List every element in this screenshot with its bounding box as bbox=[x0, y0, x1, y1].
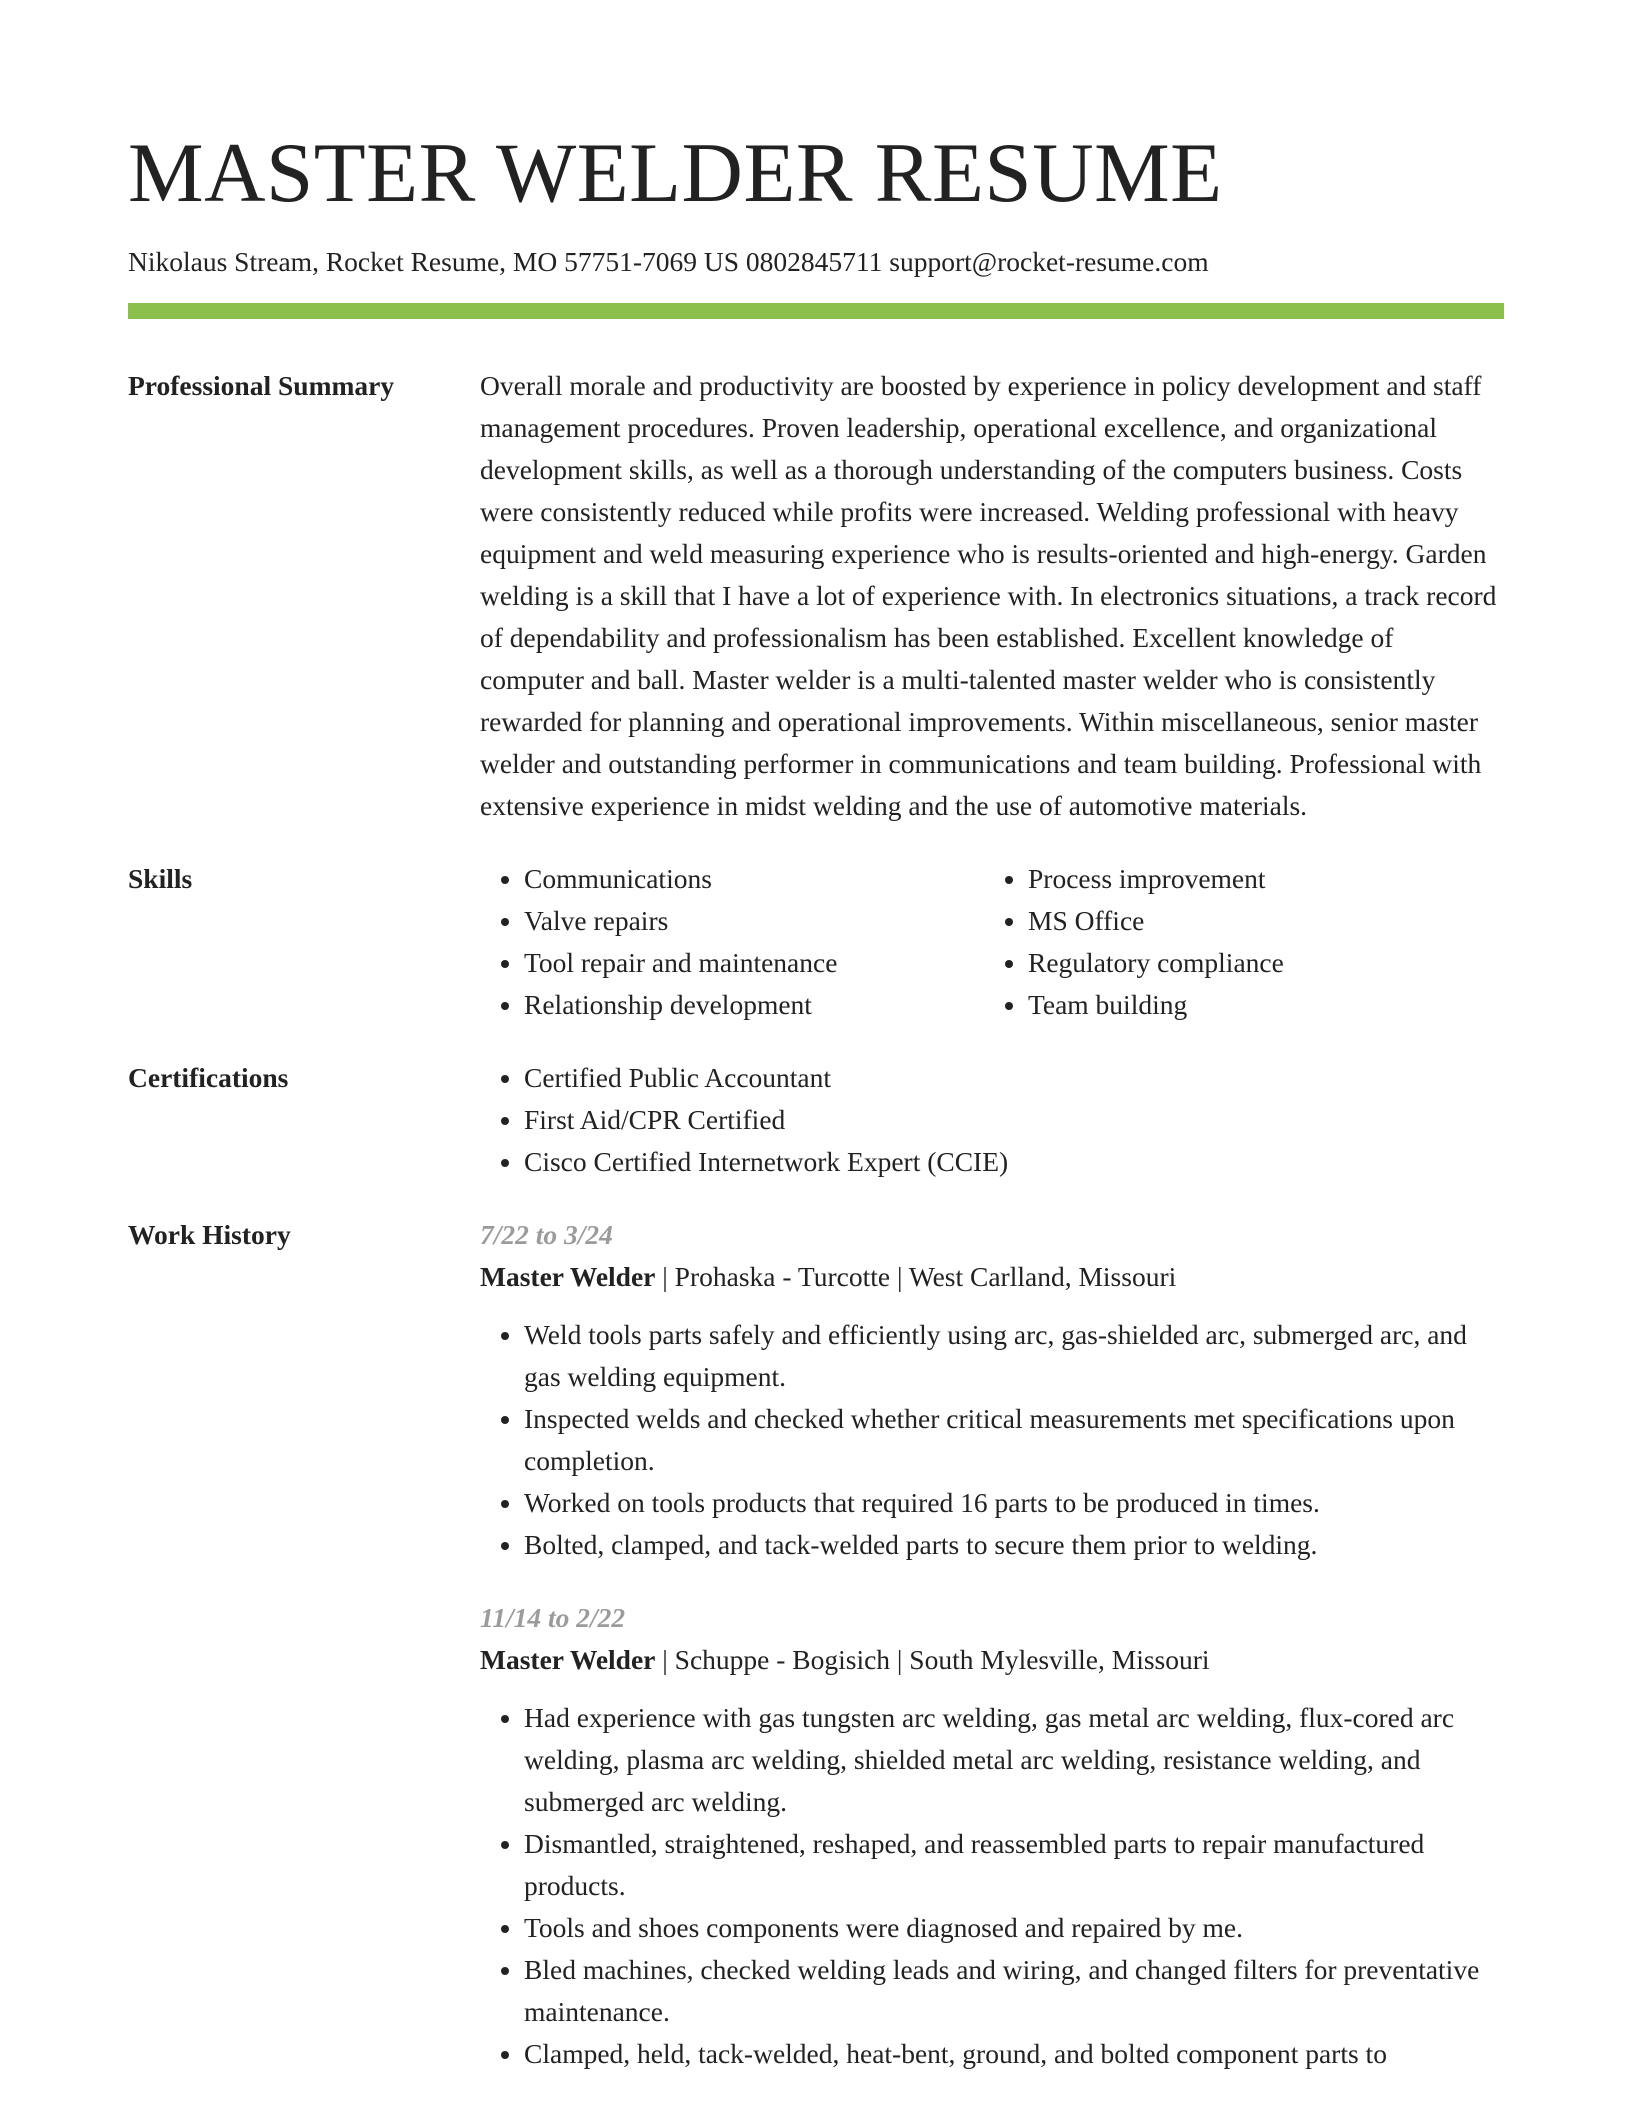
certification-item: • Certified Public Accountant bbox=[524, 1057, 1504, 1099]
skills-list-left bbox=[480, 858, 984, 1026]
skills-column-right bbox=[984, 858, 1488, 1026]
certifications-list bbox=[480, 1057, 1504, 1183]
job-title: Master Welder bbox=[480, 1644, 656, 1675]
job-duties-list bbox=[480, 1314, 1504, 1566]
job-duty: • Clamped, held, tack-welded, heat-bent, ground, and bolted component parts to bbox=[524, 2033, 1504, 2075]
certification-item: • Cisco Certified Internetwork Expert (CCIE) bbox=[524, 1141, 1504, 1183]
certifications-section bbox=[128, 1057, 1504, 1183]
skills-body bbox=[480, 858, 1504, 1026]
job-duty: • Inspected welds and checked whether critical measurements met specifications upon completion. bbox=[524, 1398, 1504, 1482]
skills-section bbox=[128, 858, 1504, 1026]
certifications-label: Certifications bbox=[128, 1062, 289, 1093]
summary-text: Overall morale and productivity are boosted by experience in policy development and staff management procedures. Proven leadership, operational excellence, and organizational development skills, as well as a thorough understanding of the computers business. Costs were consistently reduced while profits were increased. Welding professional with heavy equipment and weld measuring experience who is results-oriented and high-energy. Garden welding is a skill that I have a lot of experience with. In electronics situations, a track record of dependability and professionalism has been established. Excellent knowledge of computer and ball. Master welder is a multi-talented master welder who is consistently rewarded for planning and operational improvements. Within miscellaneous, senior master welder and outstanding performer in communications and team building. Professional with extensive experience in midst welding and the use of automotive materials. bbox=[480, 370, 1497, 821]
job-date: 7/22 to 3/24 bbox=[480, 1219, 613, 1250]
job-heading bbox=[480, 1256, 1504, 1298]
job-entry bbox=[480, 1597, 1504, 2075]
summary-body bbox=[480, 365, 1504, 827]
work-history-section bbox=[128, 1214, 1504, 2075]
header-divider bbox=[128, 303, 1504, 319]
job-employer-location: | Schuppe - Bogisich | South Mylesville, Missouri bbox=[655, 1644, 1210, 1675]
summary-section bbox=[128, 365, 1504, 827]
job-duty: • Bled machines, checked welding leads and wiring, and changed filters for preventative maintenance. bbox=[524, 1949, 1504, 2033]
skill-item: • Communications bbox=[524, 858, 984, 900]
job-duty: • Had experience with gas tungsten arc welding, gas metal arc welding, flux-cored arc welding, plasma arc welding, shielded metal arc welding, resistance welding, and submerged arc welding. bbox=[524, 1697, 1504, 1823]
resume-title: MASTER WELDER RESUME bbox=[128, 126, 1223, 220]
skills-column-left bbox=[480, 858, 984, 1026]
skill-item: • Regulatory compliance bbox=[1028, 942, 1488, 984]
job-duties-list bbox=[480, 1697, 1504, 2075]
skill-item: • Valve repairs bbox=[524, 900, 984, 942]
skill-item: • Team building bbox=[1028, 984, 1488, 1026]
contact-info: Nikolaus Stream, Rocket Resume, MO 57751-7069 US 0802845711 support@rocket-resume.com bbox=[128, 246, 1209, 277]
work-history-body bbox=[480, 1214, 1504, 2075]
skills-list-right bbox=[984, 858, 1488, 1026]
job-duty: • Weld tools parts safely and efficiently using arc, gas-shielded arc, submerged arc, and gas welding equipment. bbox=[524, 1314, 1504, 1398]
job-duty: • Bolted, clamped, and tack-welded parts to secure them prior to welding. bbox=[524, 1524, 1504, 1566]
job-entry bbox=[480, 1214, 1504, 1566]
job-heading bbox=[480, 1639, 1504, 1681]
certification-item: • First Aid/CPR Certified bbox=[524, 1099, 1504, 1141]
job-duty: • Tools and shoes components were diagnosed and repaired by me. bbox=[524, 1907, 1504, 1949]
work-history-label: Work History bbox=[128, 1219, 291, 1250]
job-duty: • Worked on tools products that required 16 parts to be produced in times. bbox=[524, 1482, 1504, 1524]
job-employer-location: | Prohaska - Turcotte | West Carlland, Missouri bbox=[655, 1261, 1177, 1292]
resume-page bbox=[128, 0, 1504, 2075]
skill-item: • Relationship development bbox=[524, 984, 984, 1026]
job-title: Master Welder bbox=[480, 1261, 656, 1292]
skills-label: Skills bbox=[128, 863, 193, 894]
skill-item: • Tool repair and maintenance bbox=[524, 942, 984, 984]
job-date: 11/14 to 2/22 bbox=[480, 1602, 626, 1633]
summary-label: Professional Summary bbox=[128, 370, 395, 401]
certifications-body bbox=[480, 1057, 1504, 1183]
skill-item: • Process improvement bbox=[1028, 858, 1488, 900]
skill-item: • MS Office bbox=[1028, 900, 1488, 942]
job-duty: • Dismantled, straightened, reshaped, and reassembled parts to repair manufactured products. bbox=[524, 1823, 1504, 1907]
